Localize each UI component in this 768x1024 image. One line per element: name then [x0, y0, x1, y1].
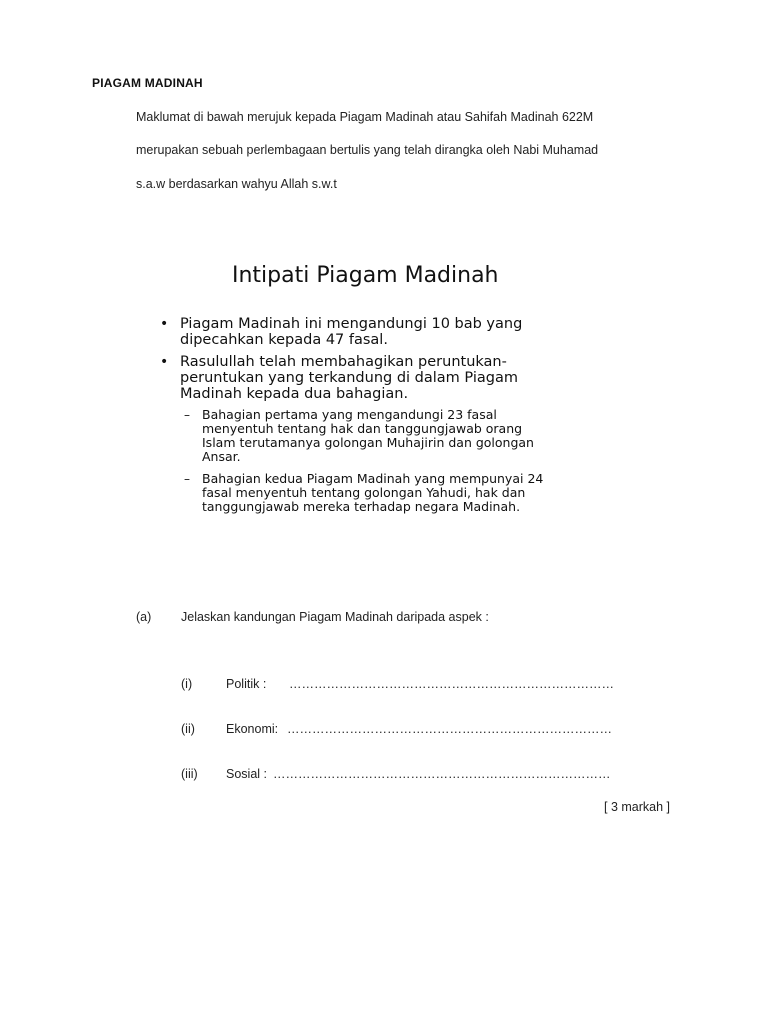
- item-i-answer-line[interactable]: ……………………………………………………………………: [289, 677, 614, 691]
- bullet-2-marker: •: [160, 354, 169, 370]
- document-heading: PIAGAM MADINAH: [92, 76, 203, 90]
- question-label: (a): [136, 610, 152, 624]
- intro-line-2: merupakan sebuah perlembagaan bertulis yang telah dirangka oleh Nabi Muhamad: [136, 143, 599, 157]
- bullet-1-marker: •: [160, 316, 169, 332]
- item-iii-number: (iii): [181, 767, 198, 781]
- question-text: Jelaskan kandungan Piagam Madinah daripada aspek :: [181, 610, 489, 624]
- item-iii-label: Sosial :: [226, 767, 267, 781]
- intro-line-3: s.a.w berdasarkan wahyu Allah s.w.t: [136, 177, 337, 191]
- sub-bullet-2-marker: –: [184, 472, 190, 486]
- item-ii-number: (ii): [181, 722, 195, 736]
- sub-bullet-1: Bahagian pertama yang mengandungi 23 fasal menyentuh tentang hak dan tanggungjawab orang Islam terutamanya golongan Muhajirin dan golongan Ansar.: [202, 407, 534, 464]
- bullet-2: Rasulullah telah membahagikan peruntukan- peruntukan yang terkandung di dalam Piagam Madinah kepada dua bahagian.: [180, 354, 518, 402]
- bullet-1: Piagam Madinah ini mengandungi 10 bab yang dipecahkan kepada 47 fasal.: [180, 316, 523, 348]
- slide-title: Intipati Piagam Madinah: [232, 263, 499, 288]
- sub-bullet-1-marker: –: [184, 408, 190, 422]
- item-i-label: Politik :: [226, 677, 267, 691]
- item-ii-label: Ekonomi:: [226, 722, 279, 736]
- intro-line-1: Maklumat di bawah merujuk kepada Piagam Madinah atau Sahifah Madinah 622M: [136, 110, 594, 124]
- item-iii-answer-line[interactable]: ………………………………………………………………………: [273, 767, 611, 781]
- marks-label: [ 3 markah ]: [604, 800, 670, 814]
- sub-bullet-2: Bahagian kedua Piagam Madinah yang mempunyai 24 fasal menyentuh tentang golongan Yahudi, hak dan tanggungjawab mereka terhadap negara Madinah.: [202, 471, 544, 514]
- item-ii-answer-line[interactable]: ……………………………………………………………………: [287, 722, 612, 736]
- item-i-number: (i): [181, 677, 193, 691]
